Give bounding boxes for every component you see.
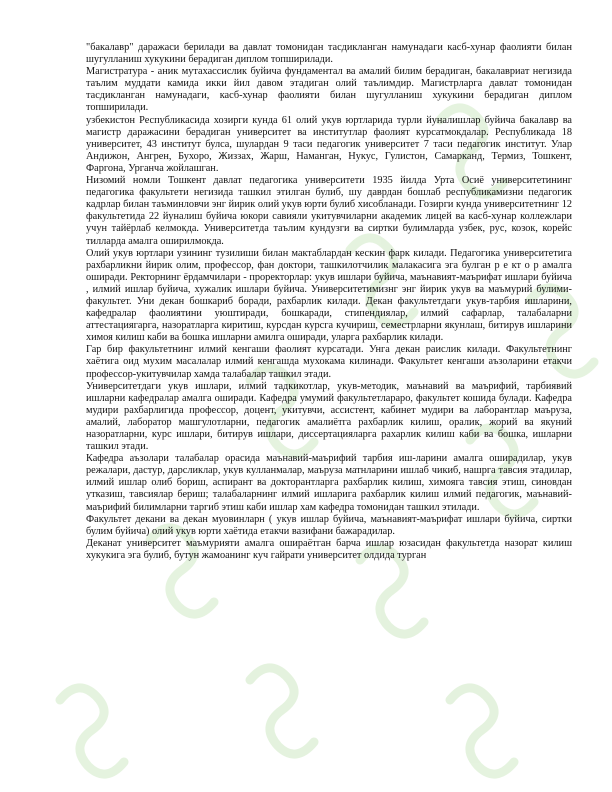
paragraph-6: Гар бир факультетнинг илмий кенгаши фаолият курсатади. Унга декан раислик килади. Факультетнинг хаётига оид мухим масалалар илмий кенгашда мухокама килинади. Факультет кенгаши аъзоларини етакчи профессор-укитувчилар хамда талабалар ташкил этади. [86,344,572,380]
paragraph-3: узбекистон Республикасида хозирги кунда 61 олий укув юртларида турли йуналишлар буйича бакалавр ва магистр даражасини берадиган университет ва институтлар фаолият курсатмокдалар. Республикада 18 университет, 43 институт булса, шулардан 9 таси педагогик университет 7 таси педагогик институт. Улар Андижон, Ангрен, Бухоро, Жиззах, Жарш, Наманган, Нукус, Гулистон, Самарканд, Термиз, Тошкент, Фаргона, Урганча жойлашган. [86,114,572,174]
paragraph-8: Кафедра аъзолари талабалар орасида маънавий-маърифий тарбия иш-ларини амалга оширадилар, укув режалари, дастур, дарсликлар, укув кулланмалар, маъруза матнларини ишлаб чикиб, нашрга тавсия этадилар, илмий ишлар олиб бориш, аспирант ва докторантларга рахбарлик килиш, химояга тавсия этиш, синовдан утказиш, тавсиялар бериш; талабаларнинг илмий ишларига рахбарлик килиш илмий педагогик, маънавий-маърифий билимларни таргиб этиш каби ишлар хам кафедра томонидан ташкил этилади. [86,453,572,513]
paragraph-4: Низомий номли Тошкент давлат педагогика университети 1935 йилда Урта Осиё университетининг педагогика факультети негизида ташкил этилган булиб, шу даврдан бошлаб республикамизни педагогик кадрлар билан таъминловчи энг йирик олий укув юрти булиб хисобланади. Гозирги кунда университетнинг 12 факультетида 22 йуналиш буйича юкори савияли укитувчиларни академик лицей ва касб-хунар коллежлари учун тайёрлаб келмокда. Университетда таълим кундузги ва сиртки булимларда узбек, рус, козок, корейс тилларда амалга оширилмокда. [86,175,572,247]
watermark-s-mark [60,688,124,774]
paragraph-2: Магистратура - аник мутахассислик буйича фундаментал ва амалий билим берадиган, бакалавриат негизида таълим муддати камида икки йил давом этадиган олий таълимдир. Магистрларга давлат томонидан тасдикланган намунадаги, касб-хунар фаолияти билан шугулланиш хукукини берадиган диплом топширилади. [86,66,572,114]
watermark-s-mark [450,688,514,774]
paragraph-7: Университетдаги укув ишлари, илмий тадкикотлар, укув-методик, маънавий ва маърифий, тарбиявий ишларни кафедралар амалга оширади. Кафедра умумий факультетлараро, факультет кошида булади. Кафедра мудири рахбарлигида профессор, доцент, укитувчи, ассистент, кабинет мудири ва лаборантлар маъруза, амалий, лаборатор машгулотларни, педагогик амалиётга рахбарлик килиш, оралик, жорий ва якуний назоратларни, курс ишлари, битирув ишлари, диссертацияларга рахарлик килиш каби ва бошка, ишларни ташкил этади. [86,380,572,453]
paragraph-1: "бакалавр" даражаси берилади ва давлат томонидан тасдикланган намунадаги касб-хунар фаолияти билан шугулланиш хукукини берадиган диплом топширилади. [86,42,572,66]
paragraph-10: Деканат университет маъмурияти амалга ошираётган барча ишлар юзасидан факультетда назорат килиш хукукига эга булиб, бутун жамоанинг куч гайрати университет олдида турган [86,537,572,561]
paragraph-9: Факультет декани ва декан муовинларн ( укув ишлар буйича, маънавият-маърифат ишлари буйича, сиртки булим буйича) олий укув юрти хаётида етакчи вазифани бажарадилар. [86,513,572,537]
paragraph-5: Олий укув юртлари узининг тузилиши билан мактаблардан кескин фарк килади. Педагогика университетига рахбарликни йирик олим, профессор, фан доктори, ташкилотчилик малакасига эга булган р е кт о р амалга оширади. Ректорнинг ёрдамчилари - проректорлар: укув ишлари буйича, маънавият-маърифат ишлари буйича , илмий ишлар буйича, хужалик ишлари буйича. Университетимизнг энг йирик укув ва маъмурий булими- факультет. Уни декан бошкариб боради, рахбарлик килади. Декан факультетдаги укув-тарбия ишларини, кафедралар фаолиятини уюштиради, бошкаради, стипендиялар, илмий сафарлар, талабаларни аттестациягарга, назоратларга киритиш, курсдан курсга кучириш, семестрларни якунлаш, битирув ишларини химоя килиш каби ва бошка ишларни амилга оширади, уларга рахбарлик килади. [86,247,572,344]
watermark-s-mark [250,668,314,754]
document-body [86,42,572,562]
